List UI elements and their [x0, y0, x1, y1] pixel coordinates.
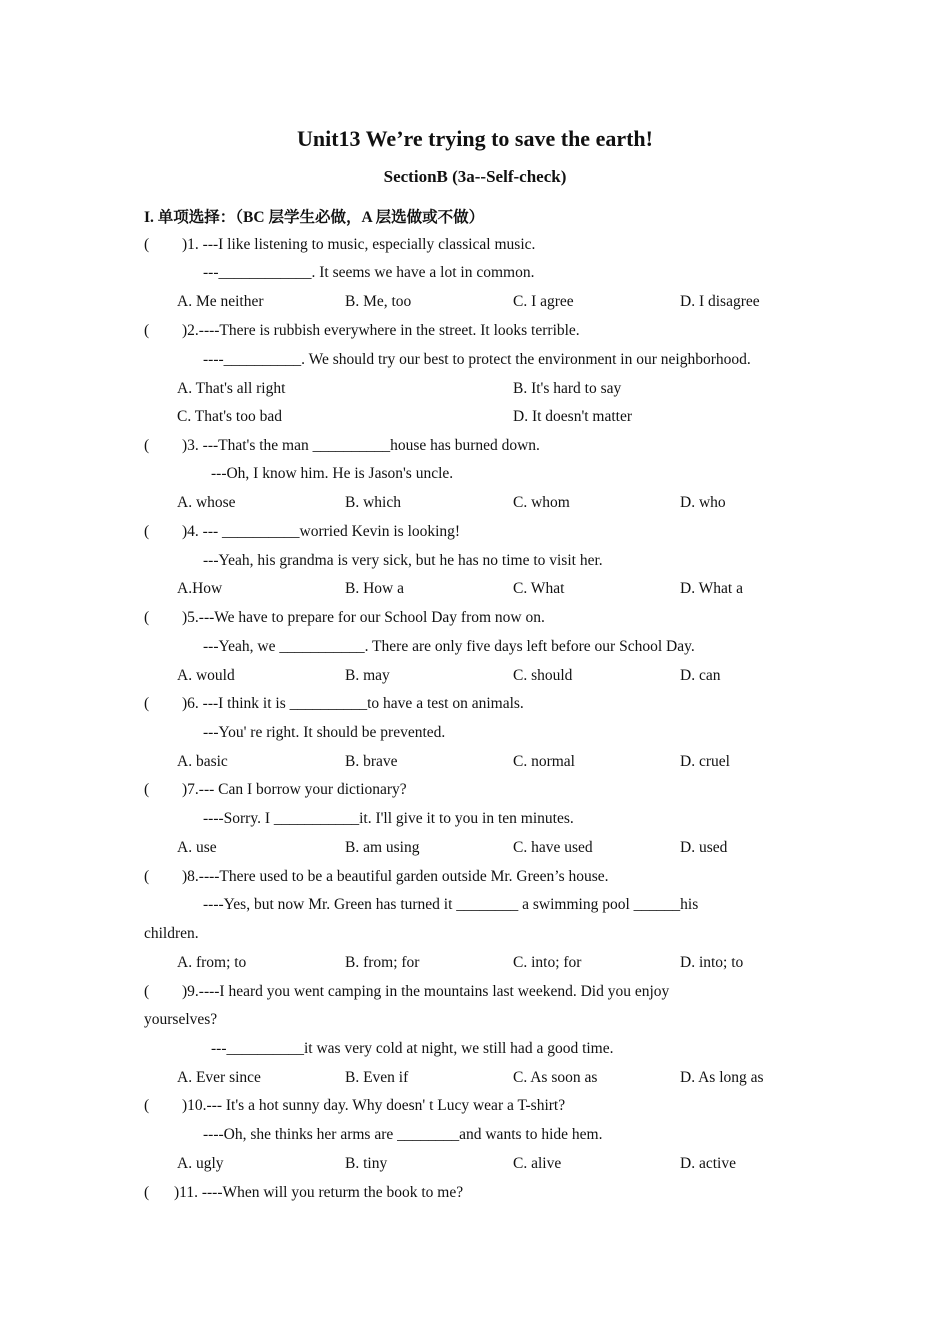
question-5-option-a: A. would [177, 667, 235, 684]
question-1-option-c: C. I agree [513, 293, 574, 310]
question-1-reply: ---____________. It seems we have a lot in common. [203, 264, 535, 281]
question-6-option-c: C. normal [513, 753, 575, 770]
question-5-option-b: B. may [345, 667, 390, 684]
question-5-option-d: D. can [680, 667, 721, 684]
question-4-option-c: C. What [513, 580, 565, 597]
question-4-option-d: D. What a [680, 580, 743, 597]
question-3-reply: ---Oh, I know him. He is Jason's uncle. [211, 465, 454, 482]
question-4-stem: ( )4. --- __________worried Kevin is looking! [144, 523, 461, 540]
question-5-option-c: C. should [513, 667, 573, 684]
question-8-option-d: D. into; to [680, 954, 744, 971]
question-8-option-c: C. into; for [513, 954, 582, 971]
question-1-stem: ( )1. ---I like listening to music, especially classical music. [144, 236, 536, 253]
question-7-stem: ( )7.--- Can I borrow your dictionary? [144, 781, 407, 798]
section-heading: I. 单项选择：（BC 层学生必做，A 层选做或不做） [144, 209, 485, 226]
question-2-option-b: B. It's hard to say [513, 380, 622, 397]
question-10-option-d: D. active [680, 1155, 736, 1172]
question-10-option-a: A. ugly [177, 1155, 224, 1172]
question-4-reply: ---Yeah, his grandma is very sick, but he has no time to visit her. [203, 552, 603, 569]
question-9-option-a: A. Ever since [177, 1069, 261, 1086]
question-6-reply: ---You' re right. It should be prevented. [203, 724, 446, 741]
question-3-option-d: D. who [680, 494, 726, 511]
question-7-option-b: B. am using [345, 839, 420, 856]
question-8-reply: ----Yes, but now Mr. Green has turned it ________ a swimming pool ______his [203, 896, 699, 913]
question-1-option-d: D. I disagree [680, 293, 760, 310]
question-8-option-a: A. from; to [177, 954, 247, 971]
question-1-option-a: A. Me neither [177, 293, 264, 310]
question-7-reply: ----Sorry. I ___________it. I'll give it to you in ten minutes. [203, 810, 574, 827]
question-9-stem-continued: yourselves? [144, 1011, 218, 1028]
question-6-option-a: A. basic [177, 753, 228, 770]
question-6-stem: ( )6. ---I think it is __________to have a test on animals. [144, 695, 524, 712]
question-10-option-b: B. tiny [345, 1155, 388, 1172]
page-title: Unit13 We’re trying to save the earth! [296, 126, 653, 151]
question-8-option-b: B. from; for [345, 954, 420, 971]
question-1-option-b: B. Me, too [345, 293, 412, 310]
question-5-reply: ---Yeah, we ___________. There are only five days left before our School Day. [203, 638, 695, 655]
question-10-option-c: C. alive [513, 1155, 562, 1172]
question-2-stem: ( )2.----There is rubbish everywhere in the street. It looks terrible. [144, 322, 580, 339]
question-8-reply-continued: children. [144, 925, 199, 942]
question-2-option-d: D. It doesn't matter [513, 408, 633, 425]
question-6-option-d: D. cruel [680, 753, 730, 770]
question-6-option-b: B. brave [345, 753, 398, 770]
question-2-option-a: A. That's all right [177, 380, 286, 397]
question-7-option-a: A. use [177, 839, 217, 856]
question-8-stem: ( )8.----There used to be a beautiful garden outside Mr. Green’s house. [144, 868, 609, 885]
question-3-option-b: B. which [345, 494, 401, 511]
question-11-stem: ( )11. ----When will you returm the book to me? [144, 1184, 464, 1201]
page-subtitle: SectionB (3a--Self-check) [383, 167, 567, 186]
question-7-option-d: D. used [680, 839, 728, 856]
question-7-option-c: C. have used [513, 839, 593, 856]
question-3-stem: ( )3. ---That's the man __________house has burned down. [144, 437, 540, 454]
question-4-option-b: B. How a [345, 580, 404, 597]
question-2-reply: ----__________. We should try our best to protect the environment in our neighborhood. [203, 351, 751, 368]
question-2-option-c: C. That's too bad [177, 408, 282, 425]
question-9-reply: ---__________it was very cold at night, we still had a good time. [211, 1040, 614, 1057]
question-10-reply: ----Oh, she thinks her arms are ________and wants to hide hem. [203, 1126, 603, 1143]
question-3-option-a: A. whose [177, 494, 236, 511]
question-4-option-a: A.How [177, 580, 223, 597]
question-9-option-b: B. Even if [345, 1069, 409, 1086]
question-3-option-c: C. whom [513, 494, 570, 511]
question-10-stem: ( )10.--- It's a hot sunny day. Why doesn' t Lucy wear a T-shirt? [144, 1097, 566, 1114]
question-9-option-d: D. As long as [680, 1069, 764, 1086]
question-9-stem: ( )9.----I heard you went camping in the mountains last weekend. Did you enjoy [144, 983, 670, 1000]
question-9-option-c: C. As soon as [513, 1069, 598, 1086]
question-5-stem: ( )5.---We have to prepare for our School Day from now on. [144, 609, 545, 626]
